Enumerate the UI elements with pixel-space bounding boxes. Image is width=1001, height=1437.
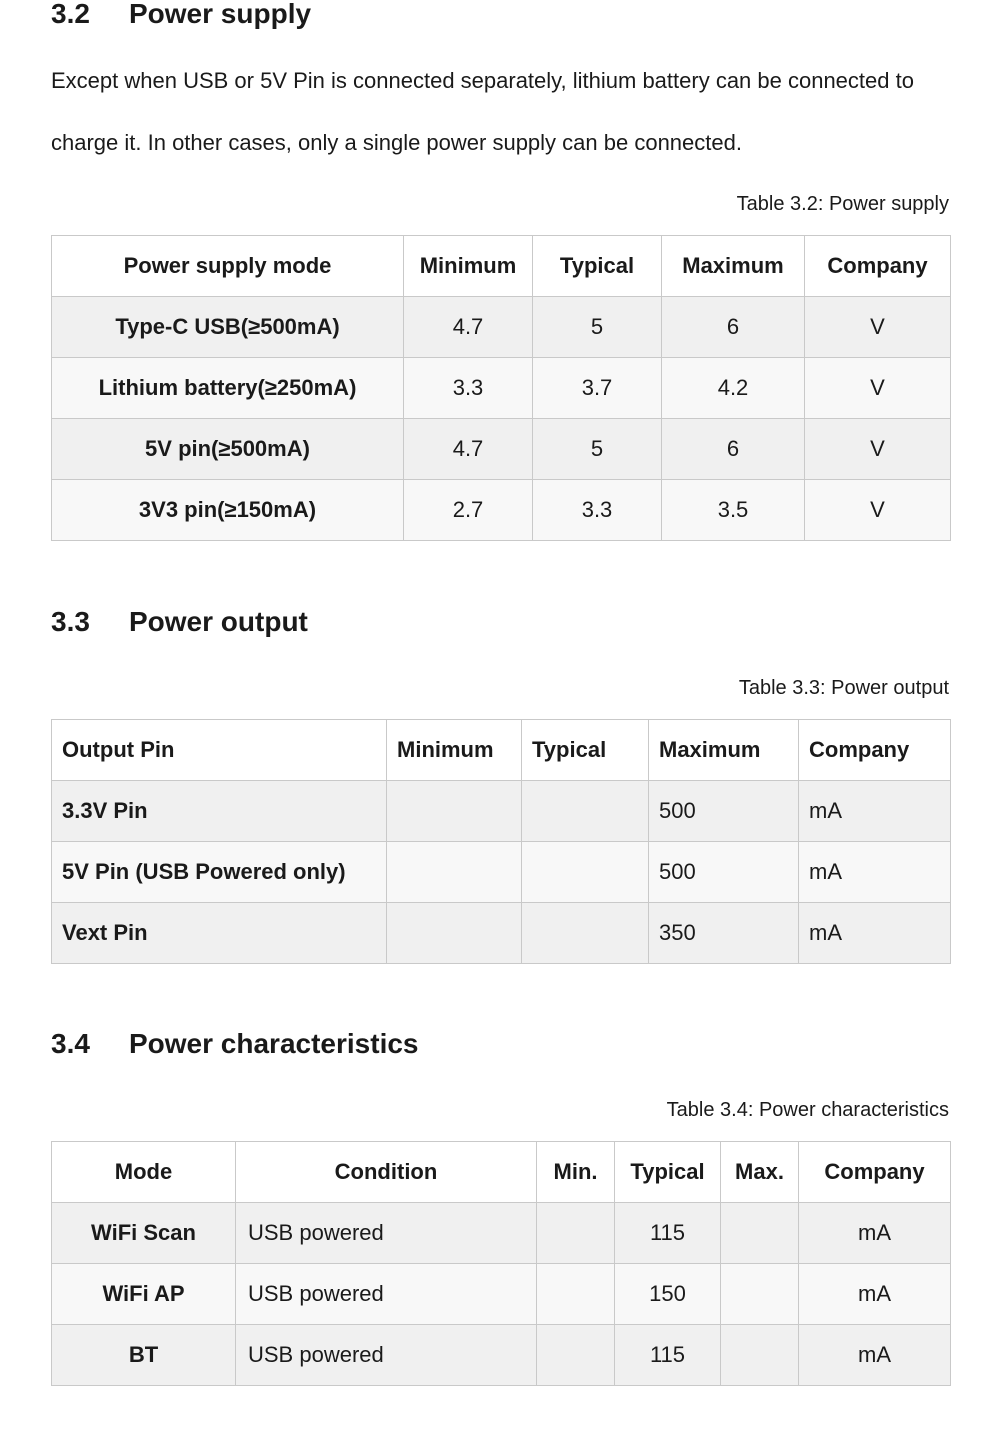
mode-cell: WiFi AP — [52, 1264, 236, 1325]
maximum-cell: 500 — [649, 781, 799, 842]
minimum-cell — [387, 842, 522, 903]
table-header-row — [52, 720, 951, 781]
header-cell: Power supply mode — [52, 236, 404, 297]
table-row — [52, 419, 951, 480]
output-pin-cell: 5V Pin (USB Powered only) — [52, 842, 387, 903]
condition-cell: USB powered — [236, 1325, 537, 1386]
section-title: Power supply — [129, 0, 312, 29]
typical-cell: 3.7 — [533, 358, 662, 419]
power-characteristics-table — [51, 1141, 951, 1386]
maximum-cell: 6 — [662, 419, 805, 480]
unit-cell: mA — [799, 781, 951, 842]
table-header-row — [52, 236, 951, 297]
output-pin-cell: Vext Pin — [52, 903, 387, 964]
minimum-cell — [387, 903, 522, 964]
header-cell: Condition — [236, 1142, 537, 1203]
power-supply-table — [51, 235, 951, 541]
section-3-2-heading — [51, 0, 311, 30]
output-pin-cell: 3.3V Pin — [52, 781, 387, 842]
typical-cell: 5 — [533, 419, 662, 480]
unit-cell: V — [805, 480, 951, 541]
header-cell: Company — [805, 236, 951, 297]
maximum-cell: 3.5 — [662, 480, 805, 541]
table-row — [52, 1203, 951, 1264]
table-row — [52, 903, 951, 964]
section-title: Power output — [129, 606, 308, 637]
header-cell: Company — [799, 1142, 951, 1203]
section-number: 3.4 — [51, 1028, 90, 1059]
unit-cell: mA — [799, 1264, 951, 1325]
min-cell — [537, 1264, 615, 1325]
table-row — [52, 842, 951, 903]
mode-cell: BT — [52, 1325, 236, 1386]
header-cell: Typical — [533, 236, 662, 297]
typical-cell: 150 — [615, 1264, 721, 1325]
unit-cell: mA — [799, 842, 951, 903]
section-number: 3.2 — [51, 0, 90, 29]
header-cell: Max. — [721, 1142, 799, 1203]
typical-cell — [522, 903, 649, 964]
min-cell — [537, 1203, 615, 1264]
header-cell: Min. — [537, 1142, 615, 1203]
minimum-cell: 4.7 — [404, 297, 533, 358]
max-cell — [721, 1264, 799, 1325]
condition-cell: USB powered — [236, 1264, 537, 1325]
min-cell — [537, 1325, 615, 1386]
typical-cell — [522, 842, 649, 903]
table-header-row — [52, 1142, 951, 1203]
typical-cell: 115 — [615, 1325, 721, 1386]
section-3-4-heading — [51, 1028, 419, 1060]
maximum-cell: 6 — [662, 297, 805, 358]
maximum-cell: 350 — [649, 903, 799, 964]
minimum-cell — [387, 781, 522, 842]
typical-cell — [522, 781, 649, 842]
header-cell: Output Pin — [52, 720, 387, 781]
table-row — [52, 297, 951, 358]
section-3-3-heading — [51, 606, 308, 638]
header-cell: Minimum — [404, 236, 533, 297]
header-cell: Maximum — [649, 720, 799, 781]
minimum-cell: 4.7 — [404, 419, 533, 480]
power-supply-paragraph: Except when USB or 5V Pin is connected separately, lithium battery can be connected to charge it. In other cases, only a single power supply can be connected. — [51, 68, 914, 155]
mode-cell: 5V pin(≥500mA) — [52, 419, 404, 480]
table-3-4-caption: Table 3.4: Power characteristics — [666, 1099, 949, 1121]
header-cell: Maximum — [662, 236, 805, 297]
maximum-cell: 500 — [649, 842, 799, 903]
section-title: Power characteristics — [129, 1028, 419, 1059]
max-cell — [721, 1325, 799, 1386]
table-row — [52, 1264, 951, 1325]
typical-cell: 5 — [533, 297, 662, 358]
unit-cell: mA — [799, 903, 951, 964]
condition-cell: USB powered — [236, 1203, 537, 1264]
typical-cell: 115 — [615, 1203, 721, 1264]
table-3-2-caption: Table 3.2: Power supply — [736, 193, 949, 215]
header-cell: Typical — [615, 1142, 721, 1203]
section-number: 3.3 — [51, 606, 90, 637]
table-3-3-caption: Table 3.3: Power output — [738, 677, 949, 699]
max-cell — [721, 1203, 799, 1264]
table-row — [52, 1325, 951, 1386]
unit-cell: mA — [799, 1325, 951, 1386]
table-row — [52, 358, 951, 419]
table-row — [52, 480, 951, 541]
mode-cell: 3V3 pin(≥150mA) — [52, 480, 404, 541]
header-cell: Mode — [52, 1142, 236, 1203]
header-cell: Company — [799, 720, 951, 781]
typical-cell: 3.3 — [533, 480, 662, 541]
power-output-table — [51, 719, 951, 964]
mode-cell: Lithium battery(≥250mA) — [52, 358, 404, 419]
minimum-cell: 2.7 — [404, 480, 533, 541]
header-cell: Typical — [522, 720, 649, 781]
minimum-cell: 3.3 — [404, 358, 533, 419]
header-cell: Minimum — [387, 720, 522, 781]
mode-cell: Type-C USB(≥500mA) — [52, 297, 404, 358]
unit-cell: V — [805, 419, 951, 480]
unit-cell: V — [805, 358, 951, 419]
mode-cell: WiFi Scan — [52, 1203, 236, 1264]
maximum-cell: 4.2 — [662, 358, 805, 419]
unit-cell: V — [805, 297, 951, 358]
unit-cell: mA — [799, 1203, 951, 1264]
table-row — [52, 781, 951, 842]
